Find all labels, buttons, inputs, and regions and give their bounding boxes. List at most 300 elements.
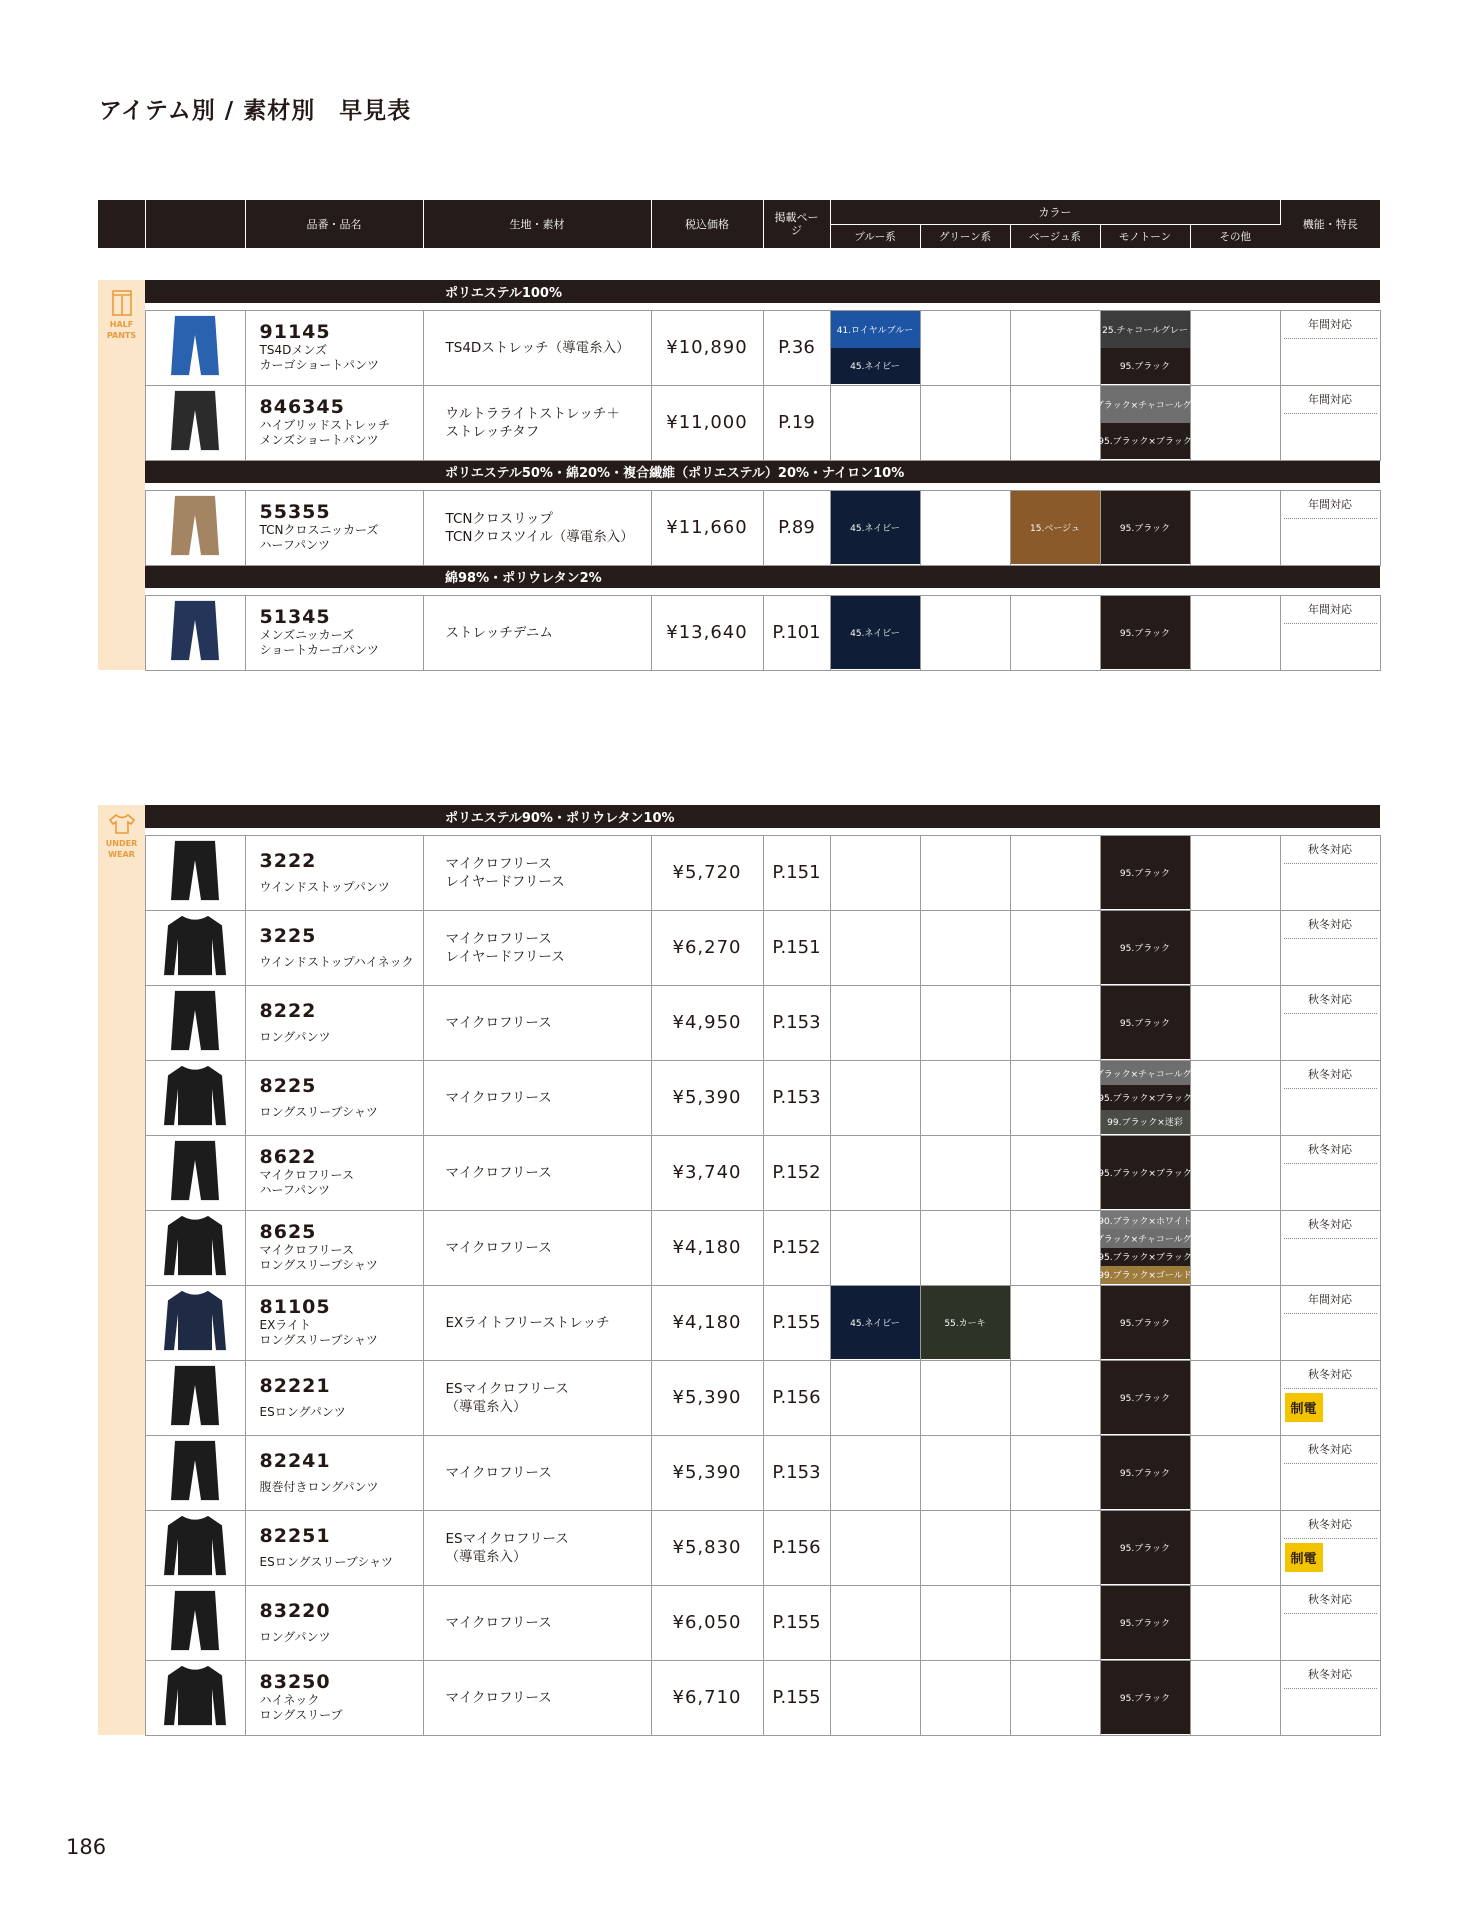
season-label: 秋冬対応 — [1284, 1511, 1377, 1539]
header-beige: ベージュ系 — [1010, 224, 1100, 248]
color-blue — [830, 1360, 920, 1435]
color-blue — [830, 910, 920, 985]
price-cell: ¥5,390 — [651, 1435, 763, 1510]
header-fabric: 生地・素材 — [423, 200, 651, 248]
page-ref-cell: P.19 — [763, 385, 830, 460]
product-image — [145, 910, 245, 985]
table-row — [98, 595, 1380, 670]
page-ref-cell: P.155 — [763, 1285, 830, 1360]
section-side-tab — [98, 565, 145, 588]
product-code: 51345 — [259, 606, 331, 628]
product-image — [145, 595, 245, 670]
shirt-photo — [146, 1287, 245, 1358]
row-gap — [98, 828, 1380, 835]
color-beige — [1010, 985, 1100, 1060]
fabric-cell — [423, 1135, 651, 1210]
product-code: 3222 — [259, 849, 317, 872]
fabric-cell — [423, 1510, 651, 1585]
product-name-cell — [245, 490, 423, 565]
product-name-line2: ショートカーゴパンツ — [259, 643, 379, 657]
product-name-cell — [245, 835, 423, 910]
color-green — [920, 385, 1010, 460]
page-ref-cell: P.153 — [763, 1060, 830, 1135]
fabric-cell — [423, 385, 651, 460]
product-name-line1: マイクロフリース — [259, 1243, 354, 1257]
fabric-cell — [423, 1660, 651, 1735]
color-swatch: 45.ネイビー — [831, 348, 920, 385]
color-mono — [1080, 385, 1210, 460]
color-swatch: 45.ネイビー — [831, 596, 920, 669]
shirt-photo — [146, 912, 245, 983]
color-blue — [830, 1660, 920, 1735]
color-mono — [1100, 310, 1190, 385]
season-label: 秋冬対応 — [1284, 1436, 1377, 1464]
material-band — [98, 460, 1380, 483]
feature-cell — [1280, 310, 1380, 385]
pants-photo — [146, 1362, 245, 1433]
product-name-cell — [245, 1210, 423, 1285]
pants-photo — [146, 597, 245, 668]
page-ref-cell: P.153 — [763, 1435, 830, 1510]
section-side-tab — [98, 1135, 145, 1210]
color-blue — [830, 1585, 920, 1660]
product-name-line1: ハイネック — [259, 1693, 320, 1707]
underwear-table — [98, 805, 1381, 1736]
season-label: 秋冬対応 — [1284, 1136, 1377, 1164]
fabric-line1: マイクロフリース — [445, 1014, 552, 1031]
half-pants-table — [98, 280, 1381, 671]
product-name-line2: ロングスリーブシャツ — [259, 1258, 378, 1272]
product-name-cell — [245, 1360, 423, 1435]
color-green — [920, 910, 1010, 985]
color-swatch: 95.ブラック — [1101, 911, 1190, 984]
color-other — [1190, 1585, 1280, 1660]
feature-cell — [1280, 1585, 1380, 1660]
fabric-cell — [423, 1435, 651, 1510]
row-gap — [98, 303, 1380, 310]
product-code: 8225 — [259, 1074, 317, 1097]
product-code: 846345 — [259, 396, 345, 418]
season-label: 秋冬対応 — [1284, 911, 1377, 939]
fabric-line2: （導電糸入） — [445, 1548, 527, 1565]
color-mono-swatches — [1080, 1061, 1210, 1134]
product-name-line1: マイクロフリース — [259, 1168, 354, 1182]
product-name-line2: ハーフパンツ — [259, 1183, 330, 1197]
header-product: 品番・品名 — [245, 200, 423, 248]
color-green — [920, 595, 1010, 670]
color-blue — [830, 1435, 920, 1510]
feature-cell — [1280, 1360, 1380, 1435]
fabric-cell — [423, 1210, 651, 1285]
color-blue — [830, 1510, 920, 1585]
price-cell: ¥11,000 — [651, 385, 763, 460]
price-cell: ¥4,950 — [651, 985, 763, 1060]
color-green — [920, 490, 1010, 565]
table-row — [98, 1360, 1380, 1435]
product-name-line2: ロングスリーブシャツ — [259, 1104, 378, 1119]
fabric-cell — [423, 835, 651, 910]
fabric-line1: TCNクロスリップ — [445, 510, 553, 527]
color-other — [1190, 985, 1280, 1060]
section-side-tab — [98, 460, 145, 483]
product-image — [145, 1060, 245, 1135]
page-ref-cell: P.89 — [763, 490, 830, 565]
section-side-tab — [98, 1210, 145, 1285]
color-green — [920, 1660, 1010, 1735]
fabric-cell — [423, 1585, 651, 1660]
page-ref-cell: P.36 — [763, 310, 830, 385]
product-name-line2: ESロングスリーブシャツ — [259, 1554, 394, 1569]
color-swatch: 95.ブラック — [1101, 1586, 1190, 1659]
fabric-line1: マイクロフリース — [445, 1239, 552, 1256]
product-image — [145, 1510, 245, 1585]
product-name-line2: 腹巻付きロングパンツ — [259, 1479, 379, 1494]
color-swatch: 95.ブラック×ブラック — [1101, 1248, 1190, 1266]
color-mono-swatches — [1101, 986, 1190, 1059]
header-green: グリーン系 — [920, 224, 1010, 248]
shirt-photo — [146, 1662, 245, 1733]
fabric-line1: マイクロフリース — [445, 1164, 552, 1181]
color-mono-swatches — [1101, 1661, 1190, 1734]
product-name-line1: TCNクロスニッカーズ — [259, 523, 379, 537]
color-mono — [1080, 1060, 1210, 1135]
season-label: 年間対応 — [1284, 596, 1377, 624]
shirt-photo — [146, 1512, 245, 1583]
material-label: 綿98%・ポリウレタン2% — [145, 565, 1380, 588]
color-mono-swatches — [1080, 1211, 1210, 1284]
color-swatch: 25.チャコールグレー — [1101, 311, 1190, 348]
color-mono — [1100, 985, 1190, 1060]
section-side-tab — [98, 1585, 145, 1660]
color-beige — [1010, 910, 1100, 985]
color-other — [1190, 595, 1280, 670]
color-swatch: 99.ブラック×迷彩 — [1101, 1110, 1190, 1134]
color-swatch: 95.ブラック×ブラック — [1101, 1136, 1190, 1209]
color-blue — [830, 595, 920, 670]
price-cell: ¥6,710 — [651, 1660, 763, 1735]
price-cell: ¥11,660 — [651, 490, 763, 565]
section-side-tab — [98, 280, 145, 340]
color-green — [920, 1060, 1010, 1135]
color-other — [1190, 1285, 1280, 1360]
color-green — [920, 985, 1010, 1060]
header-color: カラー — [830, 200, 1280, 224]
product-name-line2: ウインドストップパンツ — [259, 879, 390, 894]
color-swatch: 92.ブラック×チャコールグレー — [1101, 1061, 1190, 1085]
color-mono-swatches — [1101, 491, 1190, 564]
fabric-line1: ウルトラライトストレッチ＋ — [445, 405, 620, 422]
material-band — [98, 280, 1380, 303]
product-image — [145, 835, 245, 910]
color-beige — [1010, 490, 1100, 565]
section-side-tab — [98, 483, 145, 490]
color-blue — [830, 1060, 920, 1135]
color-green — [920, 1435, 1010, 1510]
product-code: 8222 — [259, 999, 317, 1022]
page-ref-cell: P.152 — [763, 1135, 830, 1210]
page-ref-cell: P.156 — [763, 1510, 830, 1585]
color-other — [1190, 310, 1280, 385]
color-mono — [1100, 1285, 1190, 1360]
color-blue — [830, 835, 920, 910]
fabric-line1: ESマイクロフリース — [445, 1530, 569, 1547]
fabric-cell — [423, 910, 651, 985]
page-ref-cell: P.151 — [763, 910, 830, 985]
section-label: WEAR — [108, 850, 135, 859]
color-blue — [830, 985, 920, 1060]
table-row — [98, 985, 1380, 1060]
color-mono — [1080, 1210, 1210, 1285]
color-green — [920, 1510, 1010, 1585]
product-image — [145, 1585, 245, 1660]
price-cell: ¥5,830 — [651, 1510, 763, 1585]
header-price: 税込価格 — [651, 200, 763, 248]
color-blue — [830, 1285, 920, 1360]
product-name-line2: カーゴショートパンツ — [259, 358, 380, 372]
product-name-line2: ハーフパンツ — [259, 538, 330, 552]
color-green — [920, 1135, 1010, 1210]
color-mono-swatches — [1101, 1286, 1190, 1359]
product-name-line2: ロングスリーブ — [259, 1708, 343, 1722]
season-label: 秋冬対応 — [1284, 1061, 1377, 1089]
color-swatch: 55.カーキ — [921, 1286, 1010, 1359]
product-image — [145, 985, 245, 1060]
color-swatch: 45.ネイビー — [831, 491, 920, 564]
color-beige — [1010, 1510, 1100, 1585]
section-side-tab — [98, 1510, 145, 1585]
spacer — [145, 303, 1380, 310]
fabric-line2: レイヤードフリース — [445, 873, 565, 890]
section-side-tab — [98, 1285, 145, 1360]
feature-cell — [1280, 385, 1380, 460]
color-other — [1190, 1135, 1280, 1210]
color-mono-swatches — [1080, 386, 1210, 459]
material-band — [98, 805, 1380, 828]
section-side-tab — [98, 588, 145, 595]
section-side-tab — [98, 1660, 145, 1735]
page-ref-cell: P.156 — [763, 1360, 830, 1435]
color-mono-swatches — [1098, 1136, 1192, 1209]
product-image — [145, 385, 245, 460]
color-beige — [1010, 1585, 1100, 1660]
shirt-photo — [146, 1212, 245, 1283]
feature-cell — [1280, 595, 1380, 670]
color-other — [1190, 1360, 1280, 1435]
season-label: 年間対応 — [1284, 386, 1377, 414]
feature-cell — [1280, 1210, 1380, 1285]
price-cell: ¥5,390 — [651, 1060, 763, 1135]
material-label: ポリエステル100% — [145, 280, 1380, 303]
color-beige — [1010, 1285, 1100, 1360]
fabric-cell — [423, 310, 651, 385]
row-gap — [98, 483, 1380, 490]
color-beige — [1010, 1660, 1100, 1735]
color-blue-swatches — [831, 1286, 920, 1359]
section-side-tab — [98, 595, 145, 670]
color-green — [920, 310, 1010, 385]
product-name-cell — [245, 310, 423, 385]
color-mono — [1100, 1360, 1190, 1435]
section-side-tab — [98, 385, 145, 460]
color-beige — [1010, 1360, 1100, 1435]
product-code: 83220 — [259, 1599, 331, 1622]
product-code: 8622 — [259, 1146, 317, 1168]
color-mono — [1100, 910, 1190, 985]
feature-cell — [1280, 1660, 1380, 1735]
color-mono-swatches — [1101, 911, 1190, 984]
color-mono — [1100, 1510, 1190, 1585]
section-tab-content — [98, 284, 145, 340]
price-cell: ¥5,720 — [651, 835, 763, 910]
product-name-cell — [245, 1060, 423, 1135]
section-side-tab — [98, 1360, 145, 1435]
color-swatch: 95.ブラック — [1101, 491, 1190, 564]
column-header — [98, 200, 1380, 248]
fabric-cell — [423, 595, 651, 670]
color-other — [1190, 490, 1280, 565]
fabric-cell — [423, 1060, 651, 1135]
color-beige — [1010, 1435, 1100, 1510]
pants-photo — [146, 987, 245, 1058]
product-code: 83250 — [259, 1671, 331, 1693]
product-image — [145, 1210, 245, 1285]
color-beige — [1010, 835, 1100, 910]
header-blank — [98, 200, 145, 248]
product-code: 82221 — [259, 1374, 331, 1397]
color-green-swatches — [921, 1286, 1010, 1359]
feature-cell — [1280, 910, 1380, 985]
fabric-line1: TS4Dストレッチ（導電糸入） — [445, 339, 630, 356]
fabric-line1: EXライトフリーストレッチ — [445, 1314, 610, 1331]
fabric-line1: ストレッチデニム — [445, 624, 553, 641]
table-row — [98, 1510, 1380, 1585]
table-row — [98, 1285, 1380, 1360]
fabric-line1: マイクロフリース — [445, 1614, 552, 1631]
color-beige — [1010, 1135, 1100, 1210]
row-gap — [98, 588, 1380, 595]
fabric-line2: TCNクロスツイル（導電糸入） — [445, 528, 634, 545]
color-mono — [1100, 595, 1190, 670]
price-cell: ¥4,180 — [651, 1210, 763, 1285]
color-swatch: 95.ブラック×ブラック — [1101, 423, 1190, 460]
page-ref-cell: P.155 — [763, 1660, 830, 1735]
section-label: UNDER — [105, 839, 138, 848]
section-side-tab — [98, 490, 145, 565]
color-swatch: 95.ブラック×ブラック — [1101, 1085, 1190, 1109]
product-image — [145, 310, 245, 385]
header-mono: モノトーン — [1100, 224, 1190, 248]
product-name-line1: ハイブリッドストレッチ — [259, 418, 390, 432]
material-label: ポリエステル50%・綿20%・複合繊維（ポリエステル）20%・ナイロン10% — [145, 460, 1380, 483]
color-swatch: 41.ロイヤルブルー — [831, 311, 920, 348]
price-cell: ¥3,740 — [651, 1135, 763, 1210]
section-side-tab — [98, 805, 145, 859]
feature-cell — [1280, 1435, 1380, 1510]
product-name-line1: TS4Dメンズ — [259, 343, 327, 357]
product-name-line2: メンズショートパンツ — [259, 433, 379, 447]
color-swatch: 95.ブラック — [1101, 836, 1190, 909]
shirt-icon — [98, 813, 145, 839]
fabric-line1: マイクロフリース — [445, 1689, 552, 1706]
page-ref-cell: P.155 — [763, 1585, 830, 1660]
product-name-line1: EXライト — [259, 1318, 311, 1332]
header-other: その他 — [1190, 224, 1280, 248]
spacer — [145, 483, 1380, 490]
product-name-cell — [245, 595, 423, 670]
product-code: 8625 — [259, 1221, 317, 1243]
color-mono-swatches — [1101, 1511, 1190, 1584]
color-blue — [830, 385, 920, 460]
color-beige — [1010, 385, 1100, 460]
color-swatch: 92.ブラック×チャコールグレー — [1101, 386, 1190, 423]
table-row — [98, 910, 1380, 985]
season-label: 秋冬対応 — [1284, 836, 1377, 864]
price-cell: ¥10,890 — [651, 310, 763, 385]
fabric-line1: マイクロフリース — [445, 930, 552, 947]
table-row — [98, 1435, 1380, 1510]
color-swatch: 15.ベージュ — [1011, 491, 1100, 564]
color-swatch: 95.ブラック — [1101, 596, 1190, 669]
color-green — [920, 1285, 1010, 1360]
table-row — [98, 310, 1380, 385]
color-swatch: 95.ブラック — [1101, 1286, 1190, 1359]
season-label: 秋冬対応 — [1284, 1211, 1377, 1239]
price-cell: ¥4,180 — [651, 1285, 763, 1360]
fabric-line2: （導電糸入） — [445, 1398, 527, 1415]
fabric-cell — [423, 1360, 651, 1435]
price-cell: ¥5,390 — [651, 1360, 763, 1435]
color-beige — [1010, 310, 1100, 385]
season-label: 年間対応 — [1284, 491, 1377, 519]
season-label: 年間対応 — [1284, 311, 1377, 339]
product-image — [145, 1135, 245, 1210]
color-swatch: 95.ブラック — [1101, 1511, 1190, 1584]
table-row — [98, 1585, 1380, 1660]
product-code: 3225 — [259, 924, 317, 947]
spacer — [145, 828, 1380, 835]
pants-photo — [146, 312, 245, 383]
section-tab-content — [98, 807, 145, 859]
feature-cell — [1280, 1510, 1380, 1585]
product-name-cell — [245, 1660, 423, 1735]
section-side-tab — [98, 985, 145, 1060]
feature-cell — [1280, 1060, 1380, 1135]
antistatic-badge: 制電 — [1285, 1393, 1323, 1422]
header-page: 掲載ページ — [763, 200, 830, 248]
color-green — [920, 1585, 1010, 1660]
color-mono-swatches — [1101, 1436, 1190, 1509]
color-swatch: 95.ブラック — [1101, 1361, 1190, 1434]
fabric-line1: マイクロフリース — [445, 1089, 552, 1106]
color-green — [920, 1210, 1010, 1285]
color-mono-swatches — [1101, 311, 1190, 384]
feature-cell — [1280, 1285, 1380, 1360]
fabric-line2: ストレッチタフ — [445, 423, 540, 440]
pants-photo — [146, 1437, 245, 1508]
product-code: 81105 — [259, 1296, 331, 1318]
color-green — [920, 835, 1010, 910]
page-title: アイテム別 / 素材別 早見表 — [99, 98, 412, 124]
fabric-cell — [423, 1285, 651, 1360]
product-code: 82241 — [259, 1449, 331, 1472]
product-name-cell — [245, 385, 423, 460]
fabric-cell — [423, 490, 651, 565]
table-row — [98, 1660, 1380, 1735]
product-image — [145, 1435, 245, 1510]
color-blue-swatches — [831, 596, 920, 669]
price-cell: ¥6,050 — [651, 1585, 763, 1660]
table-row — [98, 835, 1380, 910]
